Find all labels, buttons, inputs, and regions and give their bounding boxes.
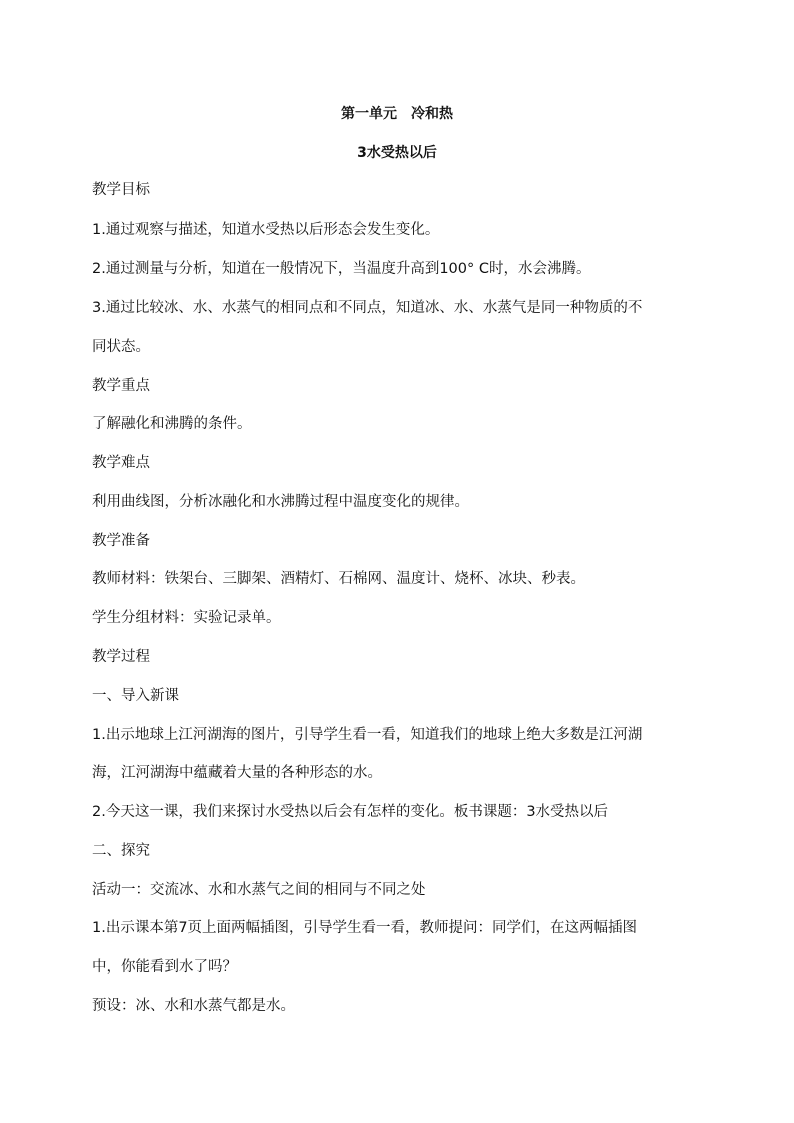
expected-answer: 预设：冰、水和水蒸气都是水。 [92, 998, 295, 1014]
objective-3: 3.通过比较冰、水、水蒸气的相同点和不同点，知道冰、水、水蒸气是同一种物质的不 [92, 300, 643, 316]
activity-one-step-1-continued: 中，你能看到水了吗？ [92, 959, 237, 975]
key-points-text: 了解融化和沸腾的条件。 [92, 416, 252, 432]
section-heading-process: 教学过程 [92, 649, 150, 665]
part-two-heading: 二、探究 [92, 843, 150, 859]
difficulties-text: 利用曲线图，分析冰融化和水沸腾过程中温度变化的规律。 [92, 494, 469, 510]
section-heading-key-points: 教学重点 [92, 378, 150, 394]
section-heading-difficulties: 教学难点 [92, 455, 150, 471]
activity-one-step-1: 1.出示课本第7页上面两幅插图，引导学生看一看，教师提问：同学们，在这两幅插图 [92, 920, 638, 936]
section-heading-preparation: 教学准备 [92, 533, 150, 549]
lesson-title: 3水受热以后 [357, 145, 437, 161]
activity-one-heading: 活动一：交流冰、水和水蒸气之间的相同与不同之处 [92, 882, 426, 898]
intro-step-1-continued: 海，江河湖海中蕴藏着大量的各种形态的水。 [92, 765, 382, 781]
part-one-heading: 一、导入新课 [92, 688, 179, 704]
unit-title: 第一单元 冷和热 [341, 106, 453, 122]
objective-1: 1.通过观察与描述，知道水受热以后形态会发生变化。 [92, 222, 440, 238]
section-heading-objectives: 教学目标 [92, 182, 150, 198]
teacher-materials: 教师材料：铁架台、三脚架、酒精灯、石棉网、温度计、烧杯、冰块、秒表。 [92, 571, 585, 587]
objective-2: 2.通过测量与分析，知道在一般情况下，当温度升高到100° C时，水会沸腾。 [92, 261, 591, 277]
intro-step-2: 2.今天这一课，我们来探讨水受热以后会有怎样的变化。板书课题：3水受热以后 [92, 804, 609, 820]
intro-step-1: 1.出示地球上江河湖海的图片，引导学生看一看，知道我们的地球上绝大多数是江河湖 [92, 727, 643, 743]
objective-3-continued: 同状态。 [92, 339, 150, 355]
student-materials: 学生分组材料：实验记录单。 [92, 610, 281, 626]
